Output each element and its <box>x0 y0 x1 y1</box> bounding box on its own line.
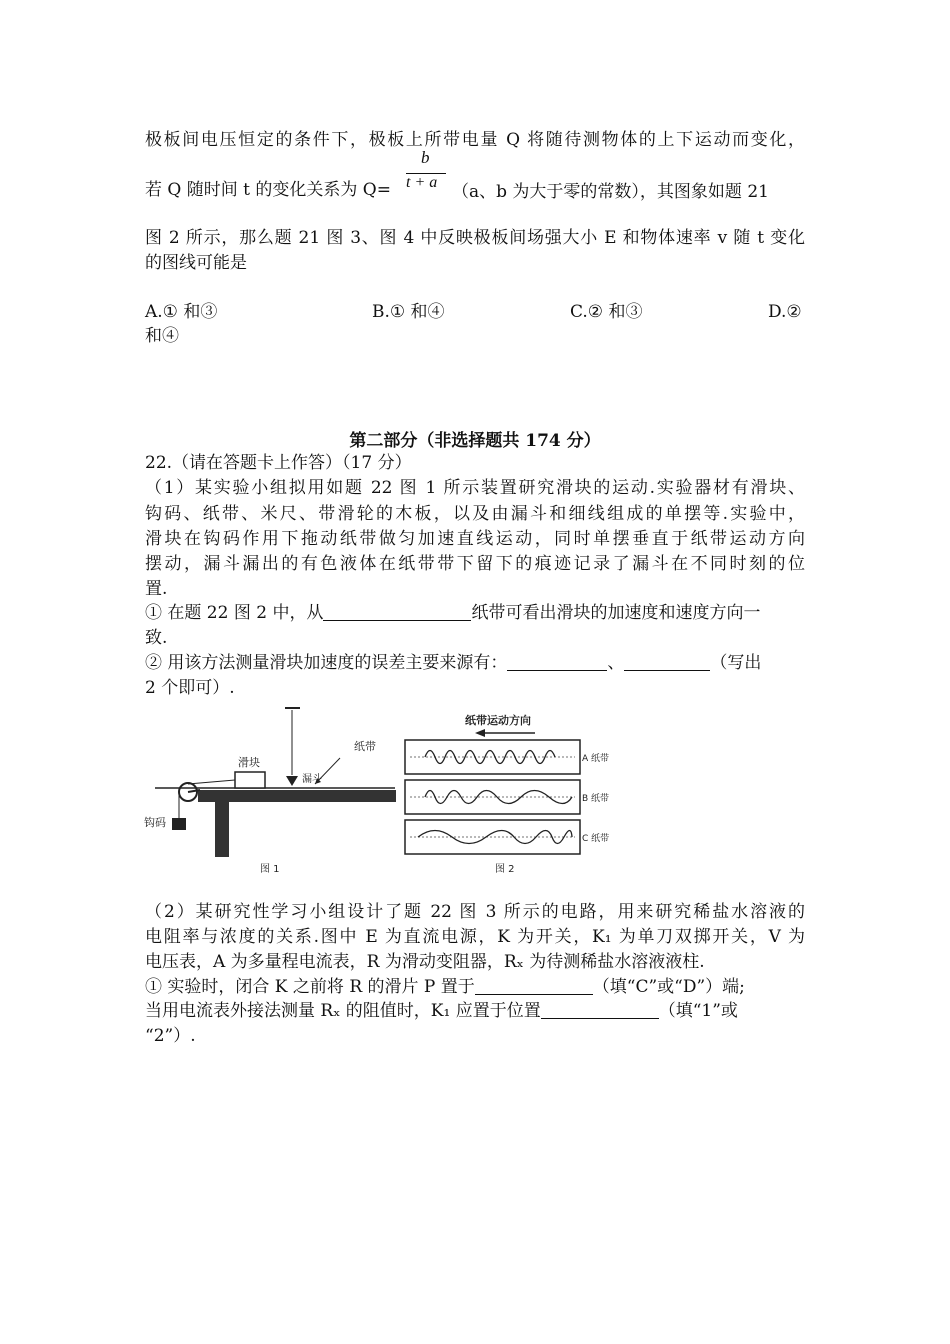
figure-1-apparatus <box>144 708 396 875</box>
slider-block <box>235 772 265 788</box>
fraction-numerator: b <box>421 148 430 167</box>
q22-p1-line3: 滑块在钩码作用下拖动纸带做匀加速直线运动，同时单摆垂直于纸带运动方向 <box>145 529 805 549</box>
sub2-pre: ② 用该方法测量滑块加速度的误差主要来源有： <box>145 653 508 673</box>
q21-line1: 极板间电压恒定的条件下，极板上所带电量 Q 将随待测物体的上下运动而变化， <box>145 130 805 150</box>
hook-weight-icon <box>172 818 186 830</box>
sub1-pre: ① 在题 22 图 2 中，从 <box>145 603 324 623</box>
option-a: A.① 和③ <box>145 302 218 322</box>
tape-b-label: B 纸带 <box>582 794 610 804</box>
answer-blank-4[interactable] <box>475 976 593 995</box>
answer-blank-5[interactable] <box>541 1000 659 1019</box>
wooden-board <box>198 790 396 802</box>
q22-sub4 <box>145 999 738 1023</box>
q22-sub1-wrap: 致. <box>145 628 168 648</box>
label-slider: 滑块 <box>238 756 260 769</box>
q22-p1-line5: 置. <box>145 579 168 599</box>
caption-fig2: 图 2 <box>495 864 515 875</box>
q22-sub1 <box>145 601 760 625</box>
sub4-pre: 当用电流表外接法测量 Rₓ 的阻值时，K₁ 应置于位置 <box>145 1001 541 1021</box>
arrow-left-icon <box>475 729 485 737</box>
q22-figure <box>140 700 640 885</box>
direction-label: 纸带运动方向 <box>465 714 531 727</box>
tape-c-label: C 纸带 <box>582 834 610 844</box>
sub3-pre: ① 实验时，闭合 K 之前将 R 的滑片 P 置于 <box>145 977 475 997</box>
q21-line4: 的图线可能是 <box>145 253 247 273</box>
sub3-post: （填“C”或“D”）端; <box>592 977 745 997</box>
q22-sub2-wrap: 2 个即可）. <box>145 678 235 698</box>
option-c: C.② 和③ <box>570 302 643 322</box>
q22-p1-line1: （1）某实验小组拟用如题 22 图 1 所示装置研究滑块的运动.实验器材有滑块、 <box>145 478 805 498</box>
section-heading: 第二部分（非选择题共 174 分） <box>349 431 601 451</box>
q22-sub3 <box>145 975 745 999</box>
q22-sub4-wrap: “2”）. <box>145 1026 196 1046</box>
label-weight: 钩码 <box>144 816 166 829</box>
tape-a-label: A 纸带 <box>582 754 610 764</box>
label-tape: 纸带 <box>354 740 376 753</box>
funnel-icon <box>286 776 298 786</box>
q22-p1-line2: 钩码、纸带、米尺、带滑轮的木板，以及由漏斗和细线组成的单摆等.实验中， <box>145 504 805 524</box>
sub2-mid: 、 <box>607 653 625 673</box>
caption-fig1: 图 1 <box>260 864 280 875</box>
sub4-post: （填“1”或 <box>658 1001 738 1021</box>
q22-p2-line3: 电压表，A 为多量程电流表，R 为滑动变阻器，Rₓ 为待测稀盐水溶液液柱. <box>145 952 705 972</box>
answer-blank-2[interactable] <box>507 652 607 671</box>
sub2-post: （写出 <box>710 653 762 673</box>
option-b: B.① 和④ <box>372 302 445 322</box>
table-leg <box>215 802 229 857</box>
figure-2-tapes <box>405 713 609 875</box>
fraction-denominator: t + a <box>406 174 438 191</box>
label-funnel: 漏斗 <box>302 774 322 785</box>
q21-line2-pre: 若 Q 随时间 t 的变化关系为 Q= <box>145 180 391 200</box>
q22-p2-line2: 电阻率与浓度的关系.图中 E 为直流电源，K 为开关，K₁ 为单刀双掷开关，V 为 <box>145 927 805 947</box>
option-d: D.② <box>768 302 802 322</box>
option-d-wrap: 和④ <box>145 326 179 346</box>
answer-blank-1[interactable] <box>323 602 471 621</box>
q22-title: 22.（请在答题卡上作答）（17 分） <box>145 453 412 473</box>
q21-line2-post: （a、b 为大于零的常数），其图象如题 21 <box>452 182 769 202</box>
q22-sub2 <box>145 651 761 675</box>
q22-p1-line4: 摆动，漏斗漏出的有色液体在纸带带下留下的痕迹记录了漏斗在不同时刻的位 <box>145 554 805 574</box>
sub1-post: 纸带可看出滑块的加速度和速度方向一 <box>471 603 761 623</box>
q21-line3: 图 2 所示，那么题 21 图 3、图 4 中反映极板间场强大小 E 和物体速率 v 随 t 变化 <box>145 228 805 248</box>
q22-p2-line1: （2）某研究性学习小组设计了题 22 图 3 所示的电路，用来研究稀盐水溶液的 <box>145 902 805 922</box>
answer-blank-3[interactable] <box>624 652 710 671</box>
